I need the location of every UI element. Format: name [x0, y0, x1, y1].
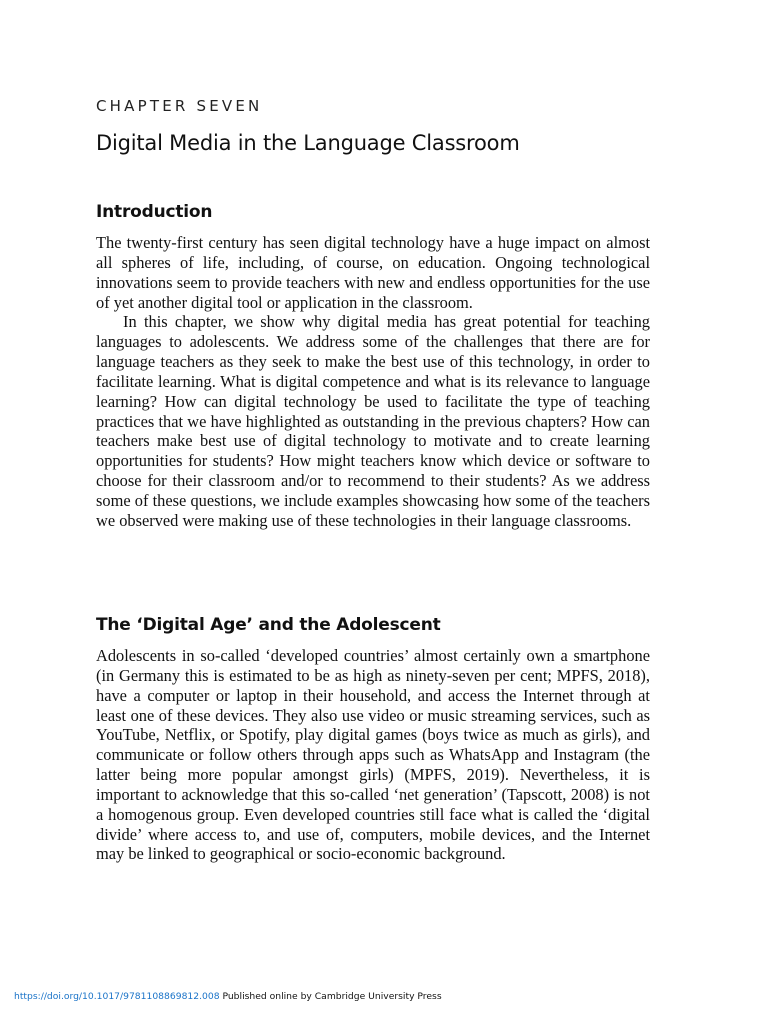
- digital-age-body: [96, 646, 650, 864]
- introduction-body: [96, 233, 650, 531]
- section-heading-digital-age: The ‘Digital Age’ and the Adolescent: [96, 615, 441, 635]
- page-footer: [14, 990, 442, 1004]
- chapter-title: Digital Media in the Language Classroom: [96, 131, 520, 155]
- published-online-text: Published online by Cambridge University Press: [222, 991, 442, 1002]
- chapter-number-label: CHAPTER SEVEN: [96, 97, 263, 115]
- digital-age-paragraph-1: Adolescents in so-called ‘developed countries’ almost certainly own a smartphone (in Germany this is estimated to be as high as ninety-seven per cent; MPFS, 2018), have a computer or laptop in their household, and access the Internet through at least one of these devices. They also use video or music streaming services, such as YouTube, Netflix, or Spotify, play digital games (boys twice as much as girls), and communicate or follow others through apps such as WhatsApp and Instagram (the latter being more popular amongst girls) (MPFS, 2019). Nevertheless, it is important to acknowledge that this so-called ‘net generation’ (Tapscott, 2008) is not a homogenous group. Even developed countries still face what is called the ‘digital divide’ where access to, and use of, computers, mobile devices, and the Internet may be linked to geographical or socio-economic background.: [96, 646, 650, 864]
- section-heading-introduction: Introduction: [96, 202, 213, 222]
- doi-link[interactable]: https://doi.org/10.1017/9781108869812.008: [14, 991, 220, 1002]
- introduction-paragraph-1: The twenty-first century has seen digital technology have a huge impact on almost all spheres of life, including, of course, on education. Ongoing technological innovations seem to provide teachers with new and endless opportunities for the use of yet another digital tool or application in the classroom.: [96, 233, 650, 312]
- introduction-paragraph-2: In this chapter, we show why digital media has great potential for teaching languages to adolescents. We address some of the challenges that there are for language teachers as they seek to make the best use of this technology, in order to facilitate learning. What is digital competence and what is its relevance to language learning? How can digital technology be used to facilitate the type of teaching practices that we have highlighted as outstanding in the previous chapters? How can teachers make best use of digital technology to motivate and to create learning opportunities for students? How might teachers know which device or software to choose for their classroom and/or to recommend to their students? As we address some of these questions, we include examples showcasing how some of the teachers we observed were making use of these technologies in their language classrooms.: [96, 312, 650, 530]
